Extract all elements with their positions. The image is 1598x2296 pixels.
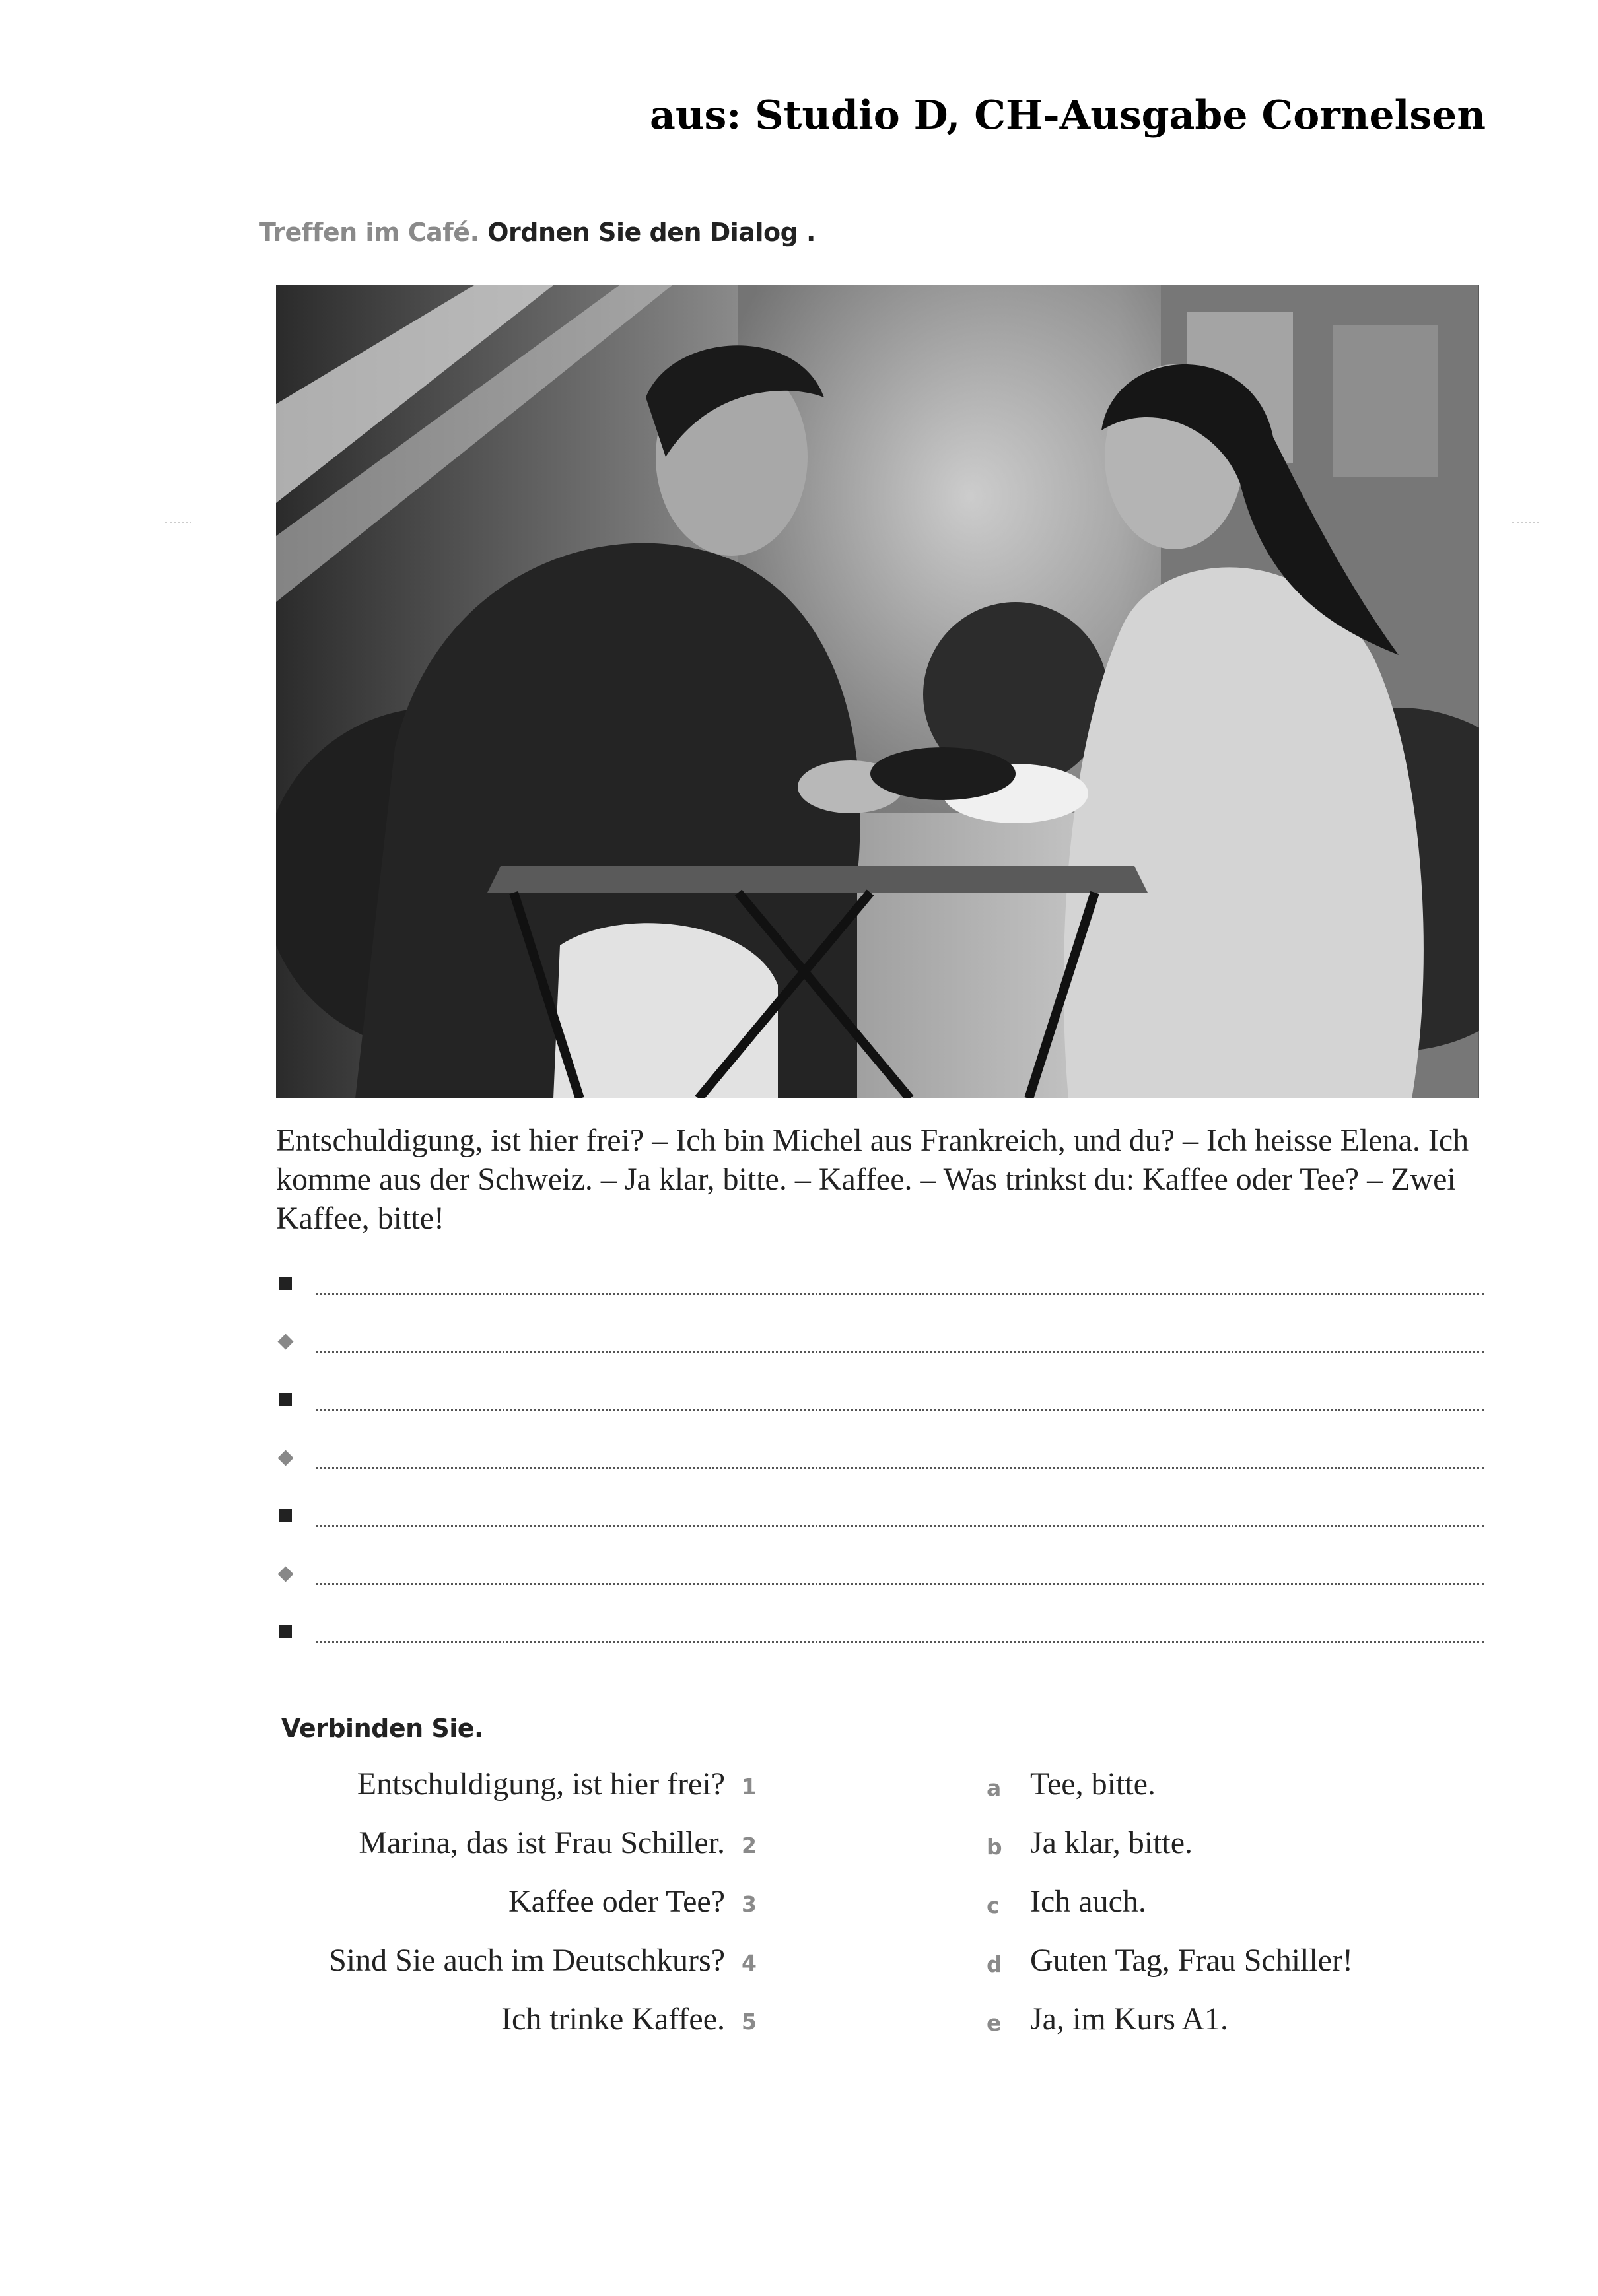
match-left-item	[251, 2001, 766, 2060]
match-letter: a	[987, 1775, 1002, 1801]
crop-mark-left	[165, 522, 191, 523]
answer-line[interactable]	[276, 1384, 1484, 1442]
match-letter: b	[987, 1834, 1002, 1860]
match-right-column	[977, 1766, 1479, 2060]
answer-line[interactable]	[276, 1558, 1484, 1616]
match-number: 2	[742, 1833, 757, 1858]
dotted-answer-line	[316, 1467, 1484, 1469]
match-left-column	[251, 1766, 766, 2060]
diamond-bullet-icon	[277, 1450, 293, 1466]
dialog-cues-text: Entschuldigung, ist hier frei? – Ich bin Michel aus Frankreich, und du? – Ich heisse Elena. Ich komme aus der Schweiz. – Ja klar, bitte. – Kaffee. – Was trinkst du: Kaffee oder Tee? – Zwei Kaffee, bitte!	[276, 1123, 1469, 1236]
answer-line[interactable]	[276, 1616, 1484, 1674]
match-number: 1	[742, 1774, 757, 1800]
match-right-item	[977, 1825, 1479, 1883]
cafe-photo	[276, 285, 1479, 1098]
answer-lines	[276, 1267, 1484, 1674]
match-left-text: Ich trinke Kaffee.	[501, 2002, 725, 2037]
match-left-text: Kaffee oder Tee?	[508, 1884, 725, 1919]
crop-mark-right	[1512, 522, 1539, 523]
match-right-text: Guten Tag, Frau Schiller!	[1030, 1943, 1353, 1978]
dotted-answer-line	[316, 1525, 1484, 1527]
match-right-item	[977, 1766, 1479, 1825]
answer-line[interactable]	[276, 1326, 1484, 1384]
match-left-item	[251, 1766, 766, 1825]
dotted-answer-line	[316, 1409, 1484, 1411]
answer-line[interactable]	[276, 1442, 1484, 1500]
match-right-text: Ja, im Kurs A1.	[1030, 2002, 1228, 2037]
photo-two-people-at-cafe-table	[276, 285, 1479, 1098]
dotted-answer-line	[316, 1583, 1484, 1585]
match-left-text: Sind Sie auch im Deutschkurs?	[329, 1943, 725, 1978]
square-bullet-icon	[279, 1509, 292, 1522]
match-right-text: Tee, bitte.	[1030, 1767, 1156, 1802]
dotted-answer-line	[316, 1293, 1484, 1295]
square-bullet-icon	[279, 1625, 292, 1638]
square-bullet-icon	[279, 1393, 292, 1406]
match-left-text: Entschuldigung, ist hier frei?	[357, 1767, 725, 1802]
match-left-item	[251, 1825, 766, 1883]
match-number: 4	[742, 1950, 757, 1976]
dotted-answer-line	[316, 1351, 1484, 1353]
diamond-bullet-icon	[277, 1334, 293, 1349]
match-left-item	[251, 1883, 766, 1942]
match-left-item	[251, 1942, 766, 2001]
answer-line[interactable]	[276, 1500, 1484, 1558]
diamond-bullet-icon	[277, 1566, 293, 1582]
match-left-text: Marina, das ist Frau Schiller.	[359, 1825, 725, 1860]
match-right-item	[977, 1883, 1479, 1942]
match-right-text: Ja klar, bitte.	[1030, 1825, 1193, 1860]
match-number: 5	[742, 2009, 757, 2035]
task1-heading	[259, 218, 816, 247]
match-right-text: Ich auch.	[1030, 1884, 1146, 1919]
square-bullet-icon	[279, 1277, 292, 1290]
match-letter: e	[987, 2010, 1002, 2036]
task1-lead: Treffen im Café.	[259, 218, 479, 247]
dotted-answer-line	[316, 1641, 1484, 1643]
match-letter: c	[987, 1893, 1000, 1918]
match-right-item	[977, 1942, 1479, 2001]
source-heading: aus: Studio D, CH-Ausgabe Cornelsen	[649, 92, 1486, 139]
task1-instruction: Ordnen Sie den Dialog .	[487, 218, 816, 247]
task2-heading: Verbinden Sie.	[281, 1714, 483, 1743]
answer-line[interactable]	[276, 1267, 1484, 1326]
match-letter: d	[987, 1951, 1002, 1977]
match-number: 3	[742, 1891, 757, 1917]
match-right-item	[977, 2001, 1479, 2060]
